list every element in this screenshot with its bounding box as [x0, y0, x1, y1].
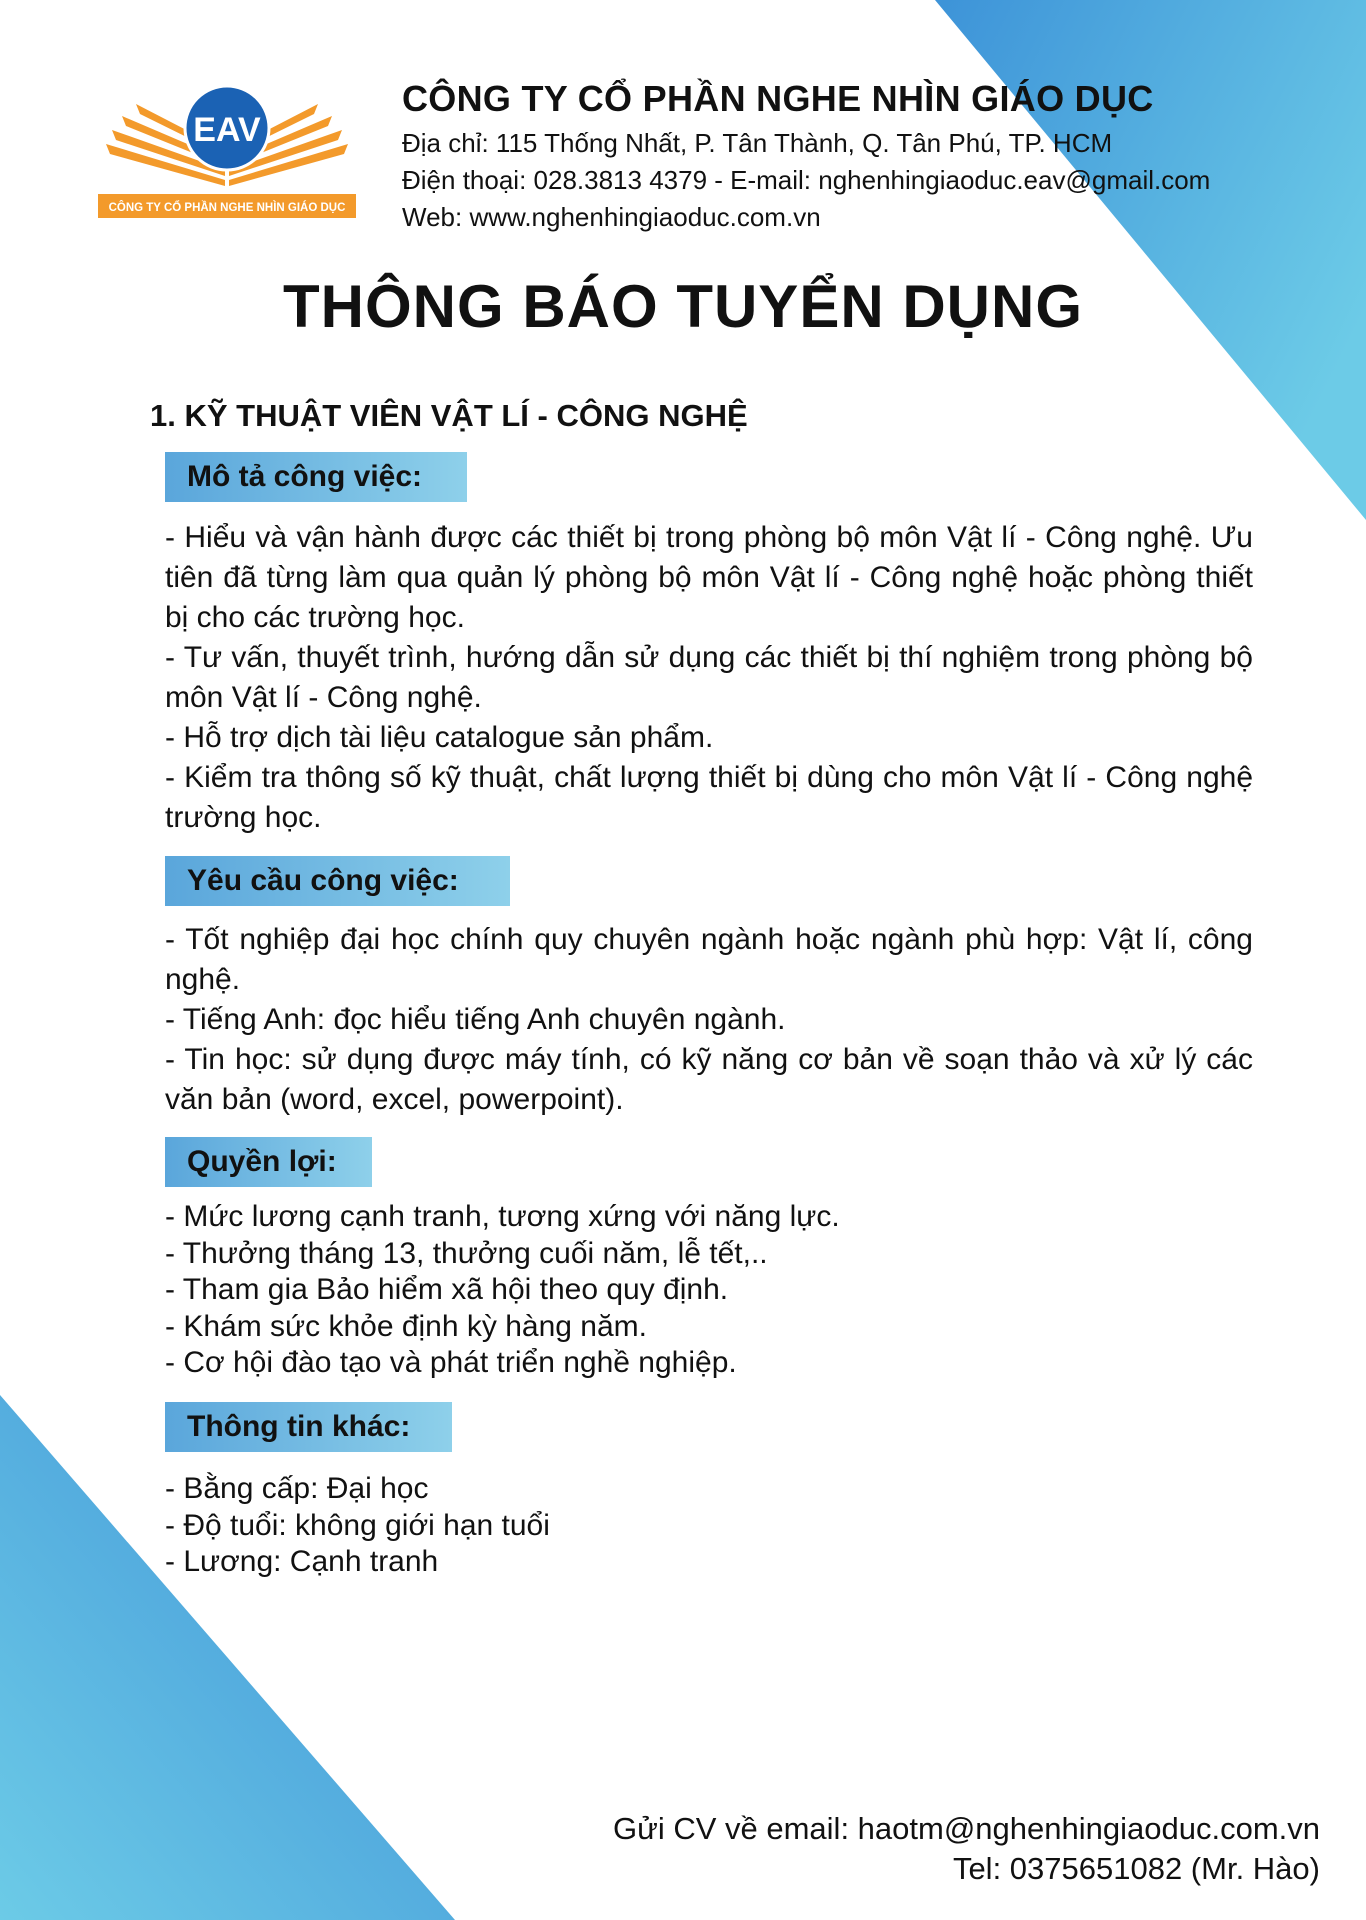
description-list — [165, 518, 1253, 838]
section-label-other: Thông tin khác: — [165, 1402, 452, 1452]
section-label-description: Mô tả công việc: — [165, 452, 467, 502]
page-title: THÔNG BÁO TUYỂN DỤNG — [283, 273, 1083, 340]
contact-phone-line: Tel: 0375651082 (Mr. Hào) — [952, 1851, 1320, 1886]
section-label-benefits: Quyền lợi: — [165, 1137, 372, 1187]
requirements-list — [165, 920, 1253, 1120]
list-item: - Mức lương cạnh tranh, tương xứng với năng lực. — [165, 1200, 840, 1233]
list-item: - Hiểu và vận hành được các thiết bị trong phòng bộ môn Vật lí - Công nghệ. Ưu tiên đã từng làm qua quản lý phòng bộ môn Vật lí - Công nghệ hoặc phòng thiết bị cho các trường học. — [165, 521, 1253, 634]
list-item: - Tốt nghiệp đại học chính quy chuyên ngành hoặc ngành phù hợp: Vật lí, công nghệ. — [165, 923, 1253, 996]
list-item: - Lương: Cạnh tranh — [165, 1545, 439, 1578]
contact-footer — [613, 1809, 1320, 1889]
list-item: - Kiểm tra thông số kỹ thuật, chất lượng thiết bị dùng cho môn Vật lí - Công nghệ trường học. — [165, 761, 1253, 834]
list-item: - Cơ hội đào tạo và phát triển nghề nghiệp. — [165, 1346, 737, 1379]
company-logo — [98, 82, 356, 222]
logo-caption: CÔNG TY CỔ PHẦN NGHE NHÌN GIÁO DỤC — [108, 202, 346, 214]
list-item: - Khám sức khỏe định kỳ hàng năm. — [165, 1309, 647, 1343]
list-item: - Tin học: sử dụng được máy tính, có kỹ năng cơ bản về soạn thảo và xử lý các văn bản (word, excel, powerpoint). — [165, 1043, 1253, 1116]
cv-email-line: Gửi CV về email: haotm@nghenhingiaoduc.com.vn — [612, 1811, 1320, 1846]
other-info-list — [165, 1471, 1253, 1581]
list-item: - Tham gia Bảo hiểm xã hội theo quy định. — [165, 1273, 729, 1306]
company-header — [402, 78, 1210, 237]
list-item: - Hỗ trợ dịch tài liệu catalogue sản phẩm. — [165, 721, 714, 754]
section-label-requirements: Yêu cầu công việc: — [165, 856, 510, 906]
company-website: Web: www.nghenhingiaoduc.com.vn — [402, 202, 821, 232]
list-item: - Tiếng Anh: đọc hiểu tiếng Anh chuyên ngành. — [165, 1003, 786, 1036]
list-item: - Bằng cấp: Đại học — [165, 1472, 429, 1505]
logo-text: EAV — [193, 111, 261, 149]
benefits-list — [165, 1199, 1253, 1382]
company-name: CÔNG TY CỔ PHẦN NGHE NHÌN GIÁO DỤC — [402, 78, 1154, 119]
list-item: - Tư vấn, thuyết trình, hướng dẫn sử dụng các thiết bị thí nghiệm trong phòng bộ môn Vật lí - Công nghệ. — [165, 641, 1253, 714]
company-address: Địa chỉ: 115 Thống Nhất, P. Tân Thành, Q. Tân Phú, TP. HCM — [402, 128, 1113, 158]
company-contact: Điện thoại: 028.3813 4379 - E-mail: nghenhingiaoduc.eav@gmail.com — [402, 165, 1211, 195]
list-item: - Thưởng tháng 13, thưởng cuối năm, lễ tết,.. — [165, 1236, 768, 1270]
position-title: 1. KỸ THUẬT VIÊN VẬT LÍ - CÔNG NGHỆ — [150, 398, 748, 433]
list-item: - Độ tuổi: không giới hạn tuổi — [165, 1508, 550, 1542]
